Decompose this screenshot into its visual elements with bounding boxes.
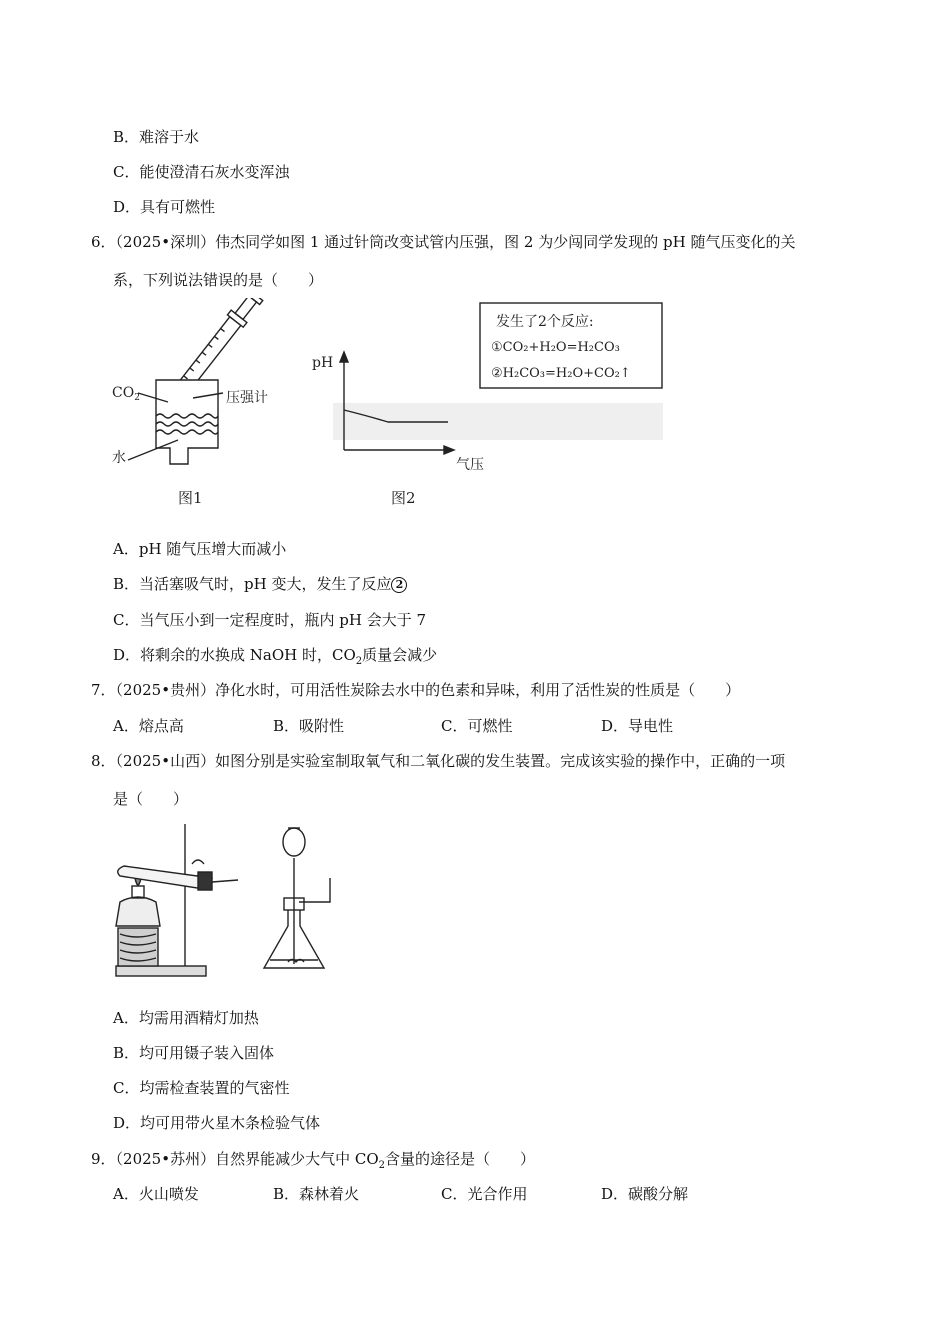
option-text: 当气压小到一定程度时，瓶内 pH 会大于 7	[139, 611, 427, 629]
question-stem: （2025•深圳）伟杰同学如图 1 通过针筒改变试管内压强，图 2 为少闯同学发现的 pH 随气压变化的关	[115, 233, 796, 251]
option-letter: C．	[113, 1079, 140, 1097]
subscript: 2	[355, 656, 363, 667]
q6-figure	[108, 298, 668, 513]
question-stem: （2025•苏州）自然界能减少大气中 CO	[115, 1150, 379, 1168]
option-text: 均需用酒精灯加热	[138, 1009, 259, 1027]
q7-stem	[91, 680, 740, 700]
option-text: 质量会减少	[362, 646, 438, 664]
option-text: 具有可燃性	[140, 198, 216, 216]
q9-option-b: B．森林着火	[273, 1185, 360, 1203]
q7-option-b: B．吸附性	[273, 717, 345, 735]
question-stem: 含量的途径是（ ）	[385, 1150, 536, 1168]
figure1-label: 图1	[178, 489, 203, 507]
option-letter: D．	[113, 646, 141, 664]
pressure-gauge-label: 压强计	[226, 390, 268, 406]
option-letter: B．	[113, 1044, 140, 1062]
q7-option-c: C．可燃性	[441, 717, 513, 735]
option-text: 将剩余的水换成 NaOH 时，CO	[140, 646, 356, 664]
q6-stem-line2: 系，下列说法错误的是（ ）	[113, 271, 324, 289]
option-text: 均可用镊子装入固体	[139, 1044, 275, 1062]
reaction-box-title: 发生了2个反应:	[496, 314, 594, 330]
option-letter: D．	[113, 198, 141, 216]
x-axis-label: 气压	[456, 457, 484, 473]
co2-label: $CO_2$	[112, 385, 140, 403]
q9-option-c: C．光合作用	[441, 1185, 528, 1203]
q8-apparatus-figure	[112, 818, 344, 986]
q8-option-b	[113, 1043, 274, 1063]
q7-options	[113, 716, 813, 736]
q5-option-d	[113, 197, 215, 217]
option-letter: C．	[113, 611, 140, 629]
container-illustration	[128, 380, 223, 464]
q8-option-c	[113, 1078, 290, 1098]
option-text: 能使澄清石灰水变浑浊	[139, 163, 290, 181]
option-text: pH 随气压增大而减小	[138, 540, 287, 558]
option-letter: A．	[113, 540, 139, 558]
q5-option-c	[113, 162, 290, 182]
question-number: 9．	[91, 1150, 116, 1168]
q8-stem-line1	[91, 751, 785, 771]
y-axis-label: pH	[312, 355, 334, 371]
option-letter: B．	[113, 128, 140, 146]
q8-option-d	[113, 1113, 320, 1133]
reaction-2: ②H₂CO₃=H₂O+CO₂↑	[491, 366, 631, 381]
q7-option-a: A．熔点高	[113, 717, 184, 735]
option-letter: B．	[113, 575, 140, 593]
q9-option-a: A．火山喷发	[113, 1185, 199, 1203]
option-text: 当活塞吸气时，pH 变大，发生了反应	[139, 575, 392, 593]
question-number: 7．	[91, 681, 116, 699]
question-number: 6．	[91, 233, 116, 251]
q8-option-a	[113, 1008, 259, 1028]
question-stem: （2025•贵州）净化水时，可用活性炭除去水中的色素和异味，利用了活性炭的性质是（ ）	[115, 681, 741, 699]
q6-option-a	[113, 539, 286, 559]
question-number: 8．	[91, 752, 116, 770]
q6-option-d	[113, 645, 437, 665]
reaction-2-mark: 2	[391, 577, 407, 593]
q6-option-c	[113, 610, 426, 630]
q6-stem-line1	[91, 232, 795, 252]
figure2-label: 图2	[391, 489, 416, 507]
subscript: 2	[378, 1160, 385, 1171]
q6-option-b	[113, 574, 407, 594]
option-letter: D．	[113, 1114, 141, 1132]
q7-option-d: D．导电性	[601, 717, 674, 735]
q9-stem	[91, 1149, 535, 1169]
option-letter: A．	[113, 1009, 139, 1027]
question-stem: （2025•山西）如图分别是实验室制取氧气和二氧化碳的发生装置。完成该实验的操作中，正确的一项	[115, 752, 786, 770]
q9-options	[113, 1184, 813, 1204]
option-text: 难溶于水	[139, 128, 200, 146]
q8-stem-line2: 是（ ）	[113, 790, 189, 808]
q5-option-b	[113, 127, 199, 147]
option-letter: C．	[113, 163, 140, 181]
reaction-1: ①CO₂+H₂O=H₂CO₃	[491, 340, 620, 355]
option-text: 均需检查装置的气密性	[139, 1079, 290, 1097]
water-label: 水	[112, 450, 126, 466]
q9-option-d: D．碳酸分解	[601, 1185, 689, 1203]
option-text: 均可用带火星木条检验气体	[140, 1114, 321, 1132]
